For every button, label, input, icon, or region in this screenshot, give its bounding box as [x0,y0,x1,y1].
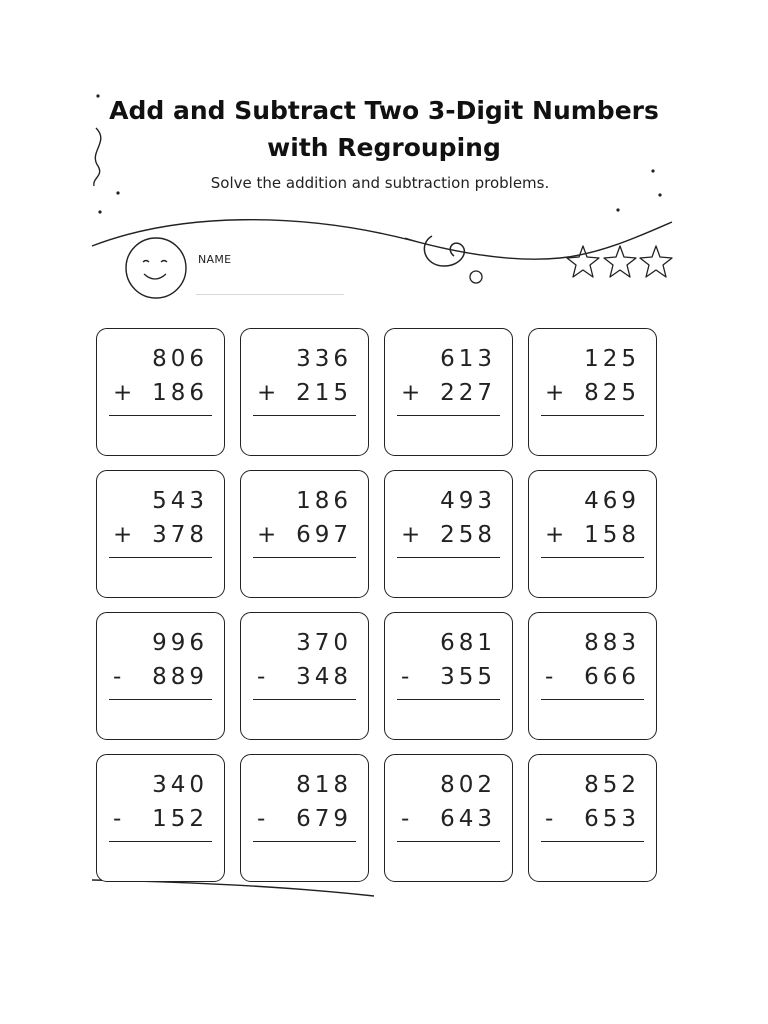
operator-sign: + [545,380,565,406]
answer-line[interactable] [109,557,212,558]
answer-line[interactable] [253,415,356,416]
operator-sign: + [113,380,133,406]
name-label: NAME [198,253,232,266]
answer-line[interactable] [397,841,500,842]
top-number: 681 [440,630,496,656]
problem-card [240,470,369,598]
bottom-number: 697 [296,522,352,548]
problem-card [528,754,657,882]
problem-card [528,612,657,740]
operator-sign: - [401,664,410,690]
bottom-number: 158 [584,522,640,548]
top-number: 493 [440,488,496,514]
answer-line[interactable] [541,699,644,700]
problem-card [528,328,657,456]
answer-line[interactable] [397,699,500,700]
bottom-number: 152 [152,806,208,832]
bottom-number: 653 [584,806,640,832]
top-number: 469 [584,488,640,514]
top-number: 996 [152,630,208,656]
problem-card [384,470,513,598]
problem-card [96,470,225,598]
name-field-line[interactable] [196,294,344,295]
circle-icon [470,271,482,283]
top-number: 186 [296,488,352,514]
operator-sign: - [257,664,266,690]
answer-line[interactable] [541,415,644,416]
problem-card [240,754,369,882]
bottom-swoosh [92,880,374,896]
problem-card [528,470,657,598]
operator-sign: - [257,806,266,832]
title-line-2: with Regrouping [267,133,501,162]
answer-line[interactable] [397,415,500,416]
problem-grid [96,328,657,882]
smiley-face-icon [126,238,186,298]
answer-line[interactable] [397,557,500,558]
top-number: 802 [440,772,496,798]
bottom-number: 215 [296,380,352,406]
problem-card [240,612,369,740]
problem-card [96,328,225,456]
answer-line[interactable] [253,841,356,842]
operator-sign: - [113,806,122,832]
operator-sign: + [257,522,277,548]
star-icon [567,246,599,277]
top-number: 613 [440,346,496,372]
star-icon [640,246,672,277]
problem-card [384,328,513,456]
bottom-number: 825 [584,380,640,406]
answer-line[interactable] [253,557,356,558]
dot-icon [658,193,661,196]
top-number: 806 [152,346,208,372]
answer-line[interactable] [253,699,356,700]
bottom-number: 227 [440,380,496,406]
star-icon [604,246,636,277]
operator-sign: - [113,664,122,690]
operator-sign: + [257,380,277,406]
operator-sign: - [545,806,554,832]
operator-sign: + [401,522,421,548]
bottom-number: 666 [584,664,640,690]
title-line-1: Add and Subtract Two 3-Digit Numbers [109,96,659,125]
dot-icon [616,208,619,211]
top-number: 125 [584,346,640,372]
operator-sign: + [401,380,421,406]
operator-sign: - [401,806,410,832]
answer-line[interactable] [541,841,644,842]
top-number: 883 [584,630,640,656]
answer-line[interactable] [109,699,212,700]
operator-sign: + [545,522,565,548]
answer-line[interactable] [109,841,212,842]
worksheet-title [0,92,768,166]
instructions: Solve the addition and subtraction problems. [210,174,550,192]
top-number: 336 [296,346,352,372]
bottom-number: 643 [440,806,496,832]
top-number: 852 [584,772,640,798]
bottom-number: 258 [440,522,496,548]
bottom-number: 355 [440,664,496,690]
operator-sign: - [545,664,554,690]
bottom-number: 186 [152,380,208,406]
dot-icon [98,210,101,213]
dot-icon [651,169,654,172]
top-number: 340 [152,772,208,798]
operator-sign: + [113,522,133,548]
problem-card [96,612,225,740]
answer-line[interactable] [541,557,644,558]
top-number: 543 [152,488,208,514]
top-number: 818 [296,772,352,798]
bottom-number: 378 [152,522,208,548]
problem-card [240,328,369,456]
problem-card [384,612,513,740]
problem-card [384,754,513,882]
bottom-number: 679 [296,806,352,832]
answer-line[interactable] [109,415,212,416]
top-number: 370 [296,630,352,656]
bottom-number: 348 [296,664,352,690]
problem-card [96,754,225,882]
bottom-number: 889 [152,664,208,690]
